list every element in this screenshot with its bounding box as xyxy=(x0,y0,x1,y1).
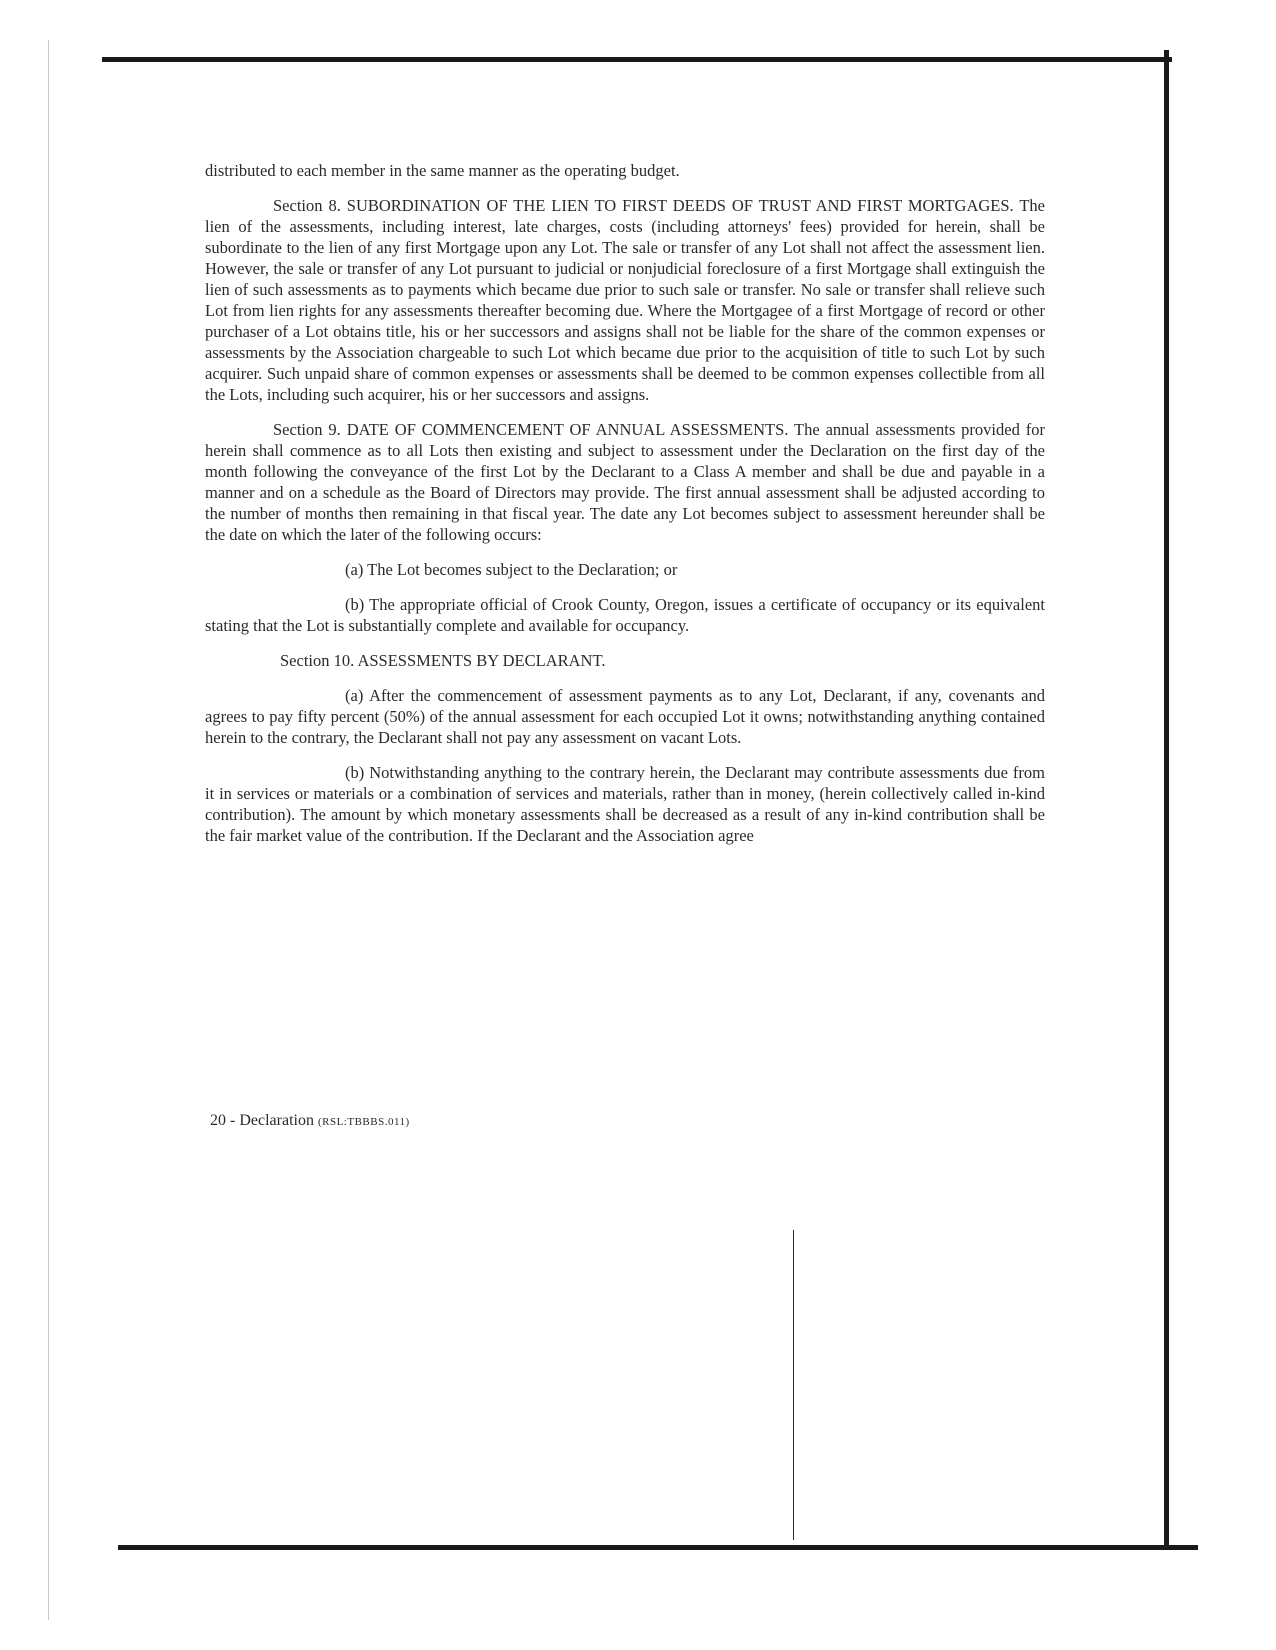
border-top-rule xyxy=(102,57,1172,62)
section-9: Section 9. DATE OF COMMENCEMENT OF ANNUAL ASSESSMENTS. The annual assessments provided for herein shall commence as to all Lots then existing and subject to assessment under the Declaration on the first day of the month following the conveyance of the first Lot by the Declarant to a Class A member and shall be due and payable in a manner and on a schedule as the Board of Directors may provide. The first annual assessment shall be adjusted according to the number of months then remaining in that fiscal year. The date any Lot becomes subject to assessment hereunder shall be the date on which the later of the following occurs: xyxy=(205,420,1045,544)
scan-vertical-line xyxy=(793,1230,794,1540)
scan-edge-left xyxy=(48,40,49,1620)
footer-page-label: 20 - Declaration xyxy=(210,1112,314,1129)
section-10-item-a: (a) After the commencement of assessment payments as to any Lot, Declarant, if any, covenants and agrees to pay fifty percent (50%) of the annual assessment for each occupied Lot it owns; notwithstanding anything contained herein to the contrary, the Declarant shall not pay any assessment on vacant Lots. xyxy=(205,686,1045,747)
section-10-item-b: (b) Notwithstanding anything to the contrary herein, the Declarant may contribute assessments due from it in services or materials or a combination of services and materials, rather than in money, (herein collectively called in-kind contribution). The amount by which monetary assessments shall be decreased as a result of any in-kind contribution shall be the fair market value of the contribution. If the Declarant and the Association agree xyxy=(205,763,1045,845)
page-footer xyxy=(210,1112,410,1130)
border-right-rule xyxy=(1164,50,1169,1550)
footer-code: (RSL:TBBBS.011) xyxy=(317,1116,410,1128)
section-9-item-b: (b) The appropriate official of Crook County, Oregon, issues a certificate of occupancy or its equivalent stating that the Lot is substantially complete and available for occupancy. xyxy=(205,595,1045,635)
section-9-item-a: (a) The Lot becomes subject to the Declaration; or xyxy=(345,560,678,579)
border-bottom-rule xyxy=(118,1545,1198,1550)
lead-line: distributed to each member in the same manner as the operating budget. xyxy=(205,161,680,180)
document-body xyxy=(205,160,1045,860)
section-10-heading: Section 10. ASSESSMENTS BY DECLARANT. xyxy=(280,651,606,670)
section-8: Section 8. SUBORDINATION OF THE LIEN TO FIRST DEEDS OF TRUST AND FIRST MORTGAGES. The lien of the assessments, including interest, late charges, costs (including attorneys' fees) provided for herein, shall be subordinate to the lien of any first Mortgage upon any Lot. The sale or transfer of any Lot shall not affect the assessment lien. However, the sale or transfer of any Lot pursuant to judicial or nonjudicial foreclosure of a first Mortgage shall extinguish the lien of such assessments as to payments which became due prior to such sale or transfer. No sale or transfer shall relieve such Lot from lien rights for any assessments thereafter becoming due. Where the Mortgagee of a first Mortgage of record or other purchaser of a Lot obtains title, his or her successors and assigns shall not be liable for the share of the common expenses or assessments by the Association chargeable to such Lot which became due prior to the acquisition of title to such Lot by such acquirer. Such unpaid share of common expenses or assessments shall be deemed to be common expenses collectible from all the Lots, including such acquirer, his or her successors and assigns. xyxy=(205,196,1045,404)
